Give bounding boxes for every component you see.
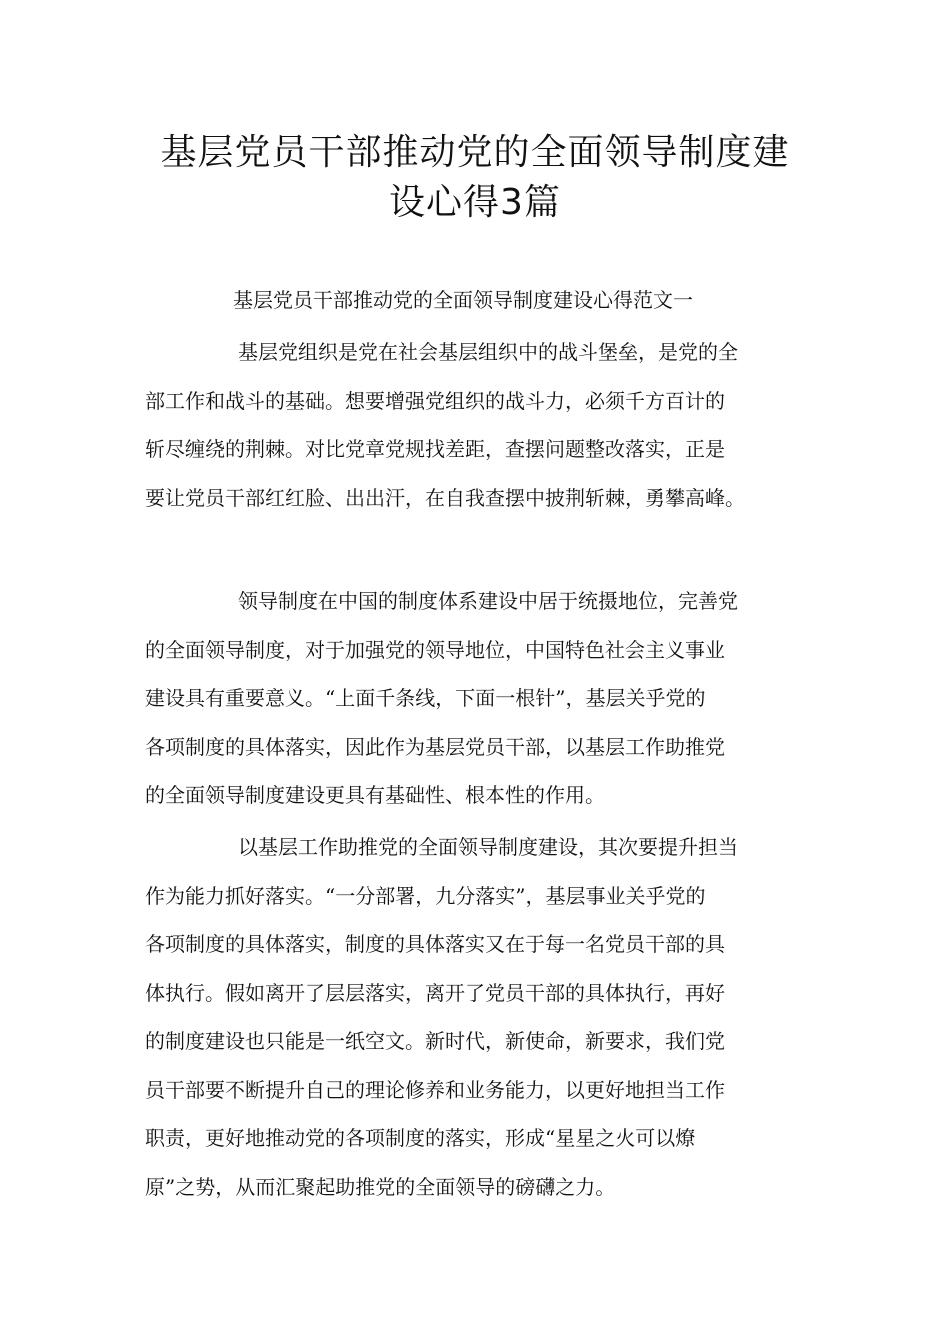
paragraph-line: 基层党组织是党在社会基层组织中的战斗堡垒，是党的全	[238, 340, 738, 364]
paragraph-line: 的制度建设也只能是一纸空文。新时代，新使命，新要求，我们党	[145, 1029, 725, 1053]
paragraph-line: 原”之势，从而汇聚起助推党的全面领导的磅礴之力。	[145, 1174, 616, 1199]
paragraph	[145, 577, 807, 820]
paragraph-line: 建设具有重要意义。“上面千条线，下面一根针”，基层关乎党的	[145, 686, 706, 710]
paragraph-line: 员干部要不断提升自己的理论修养和业务能力，以更好地担当工作	[145, 1077, 725, 1102]
document-subtitle: 基层党员干部推动党的全面领导制度建设心得范文一	[233, 288, 693, 312]
paragraph-line: 的全面领导制度建设更具有基础性、根本性的作用。	[145, 783, 605, 807]
paragraph-line: 各项制度的具体落实，制度的具体落实又在于每一名党员干部的具	[145, 932, 725, 956]
title-line: 设心得3篇	[389, 182, 561, 223]
paragraph-line: 要让党员干部红红脸、出出汗，在自我查摆中披荆斩棘，勇攀高峰。	[145, 485, 745, 510]
paragraph-line: 各项制度的具体落实，因此作为基层党员干部，以基层工作助推党	[145, 734, 725, 759]
paragraph	[145, 328, 807, 522]
paragraph-line: 领导制度在中国的制度体系建设中居于统摄地位，完善党	[238, 589, 738, 613]
paragraph-line: 体执行。假如离开了层层落实，离开了党员干部的具体执行，再好	[145, 980, 725, 1005]
paragraph-line: 作为能力抓好落实。“一分部署，九分落实”，基层事业关乎党的	[145, 883, 706, 908]
paragraph	[145, 823, 807, 1211]
paragraph-line: 部工作和战斗的基础。想要增强党组织的战斗力，必须千方百计的	[145, 388, 725, 413]
paragraph-line: 斩尽缠绕的荆棘。对比党章党规找差距，查摆问题整改落实，正是	[145, 437, 725, 461]
paragraph-line: 职责，更好地推动党的各项制度的落实，形成“星星之火可以燎	[145, 1126, 696, 1150]
paragraph-line: 的全面领导制度，对于加强党的领导地位，中国特色社会主义事业	[145, 637, 725, 662]
title-line: 基层党员干部推动党的全面领导制度建	[160, 132, 790, 173]
paragraph-line: 以基层工作助推党的全面领导制度建设，其次要提升担当	[238, 835, 738, 859]
document-title	[140, 128, 810, 228]
